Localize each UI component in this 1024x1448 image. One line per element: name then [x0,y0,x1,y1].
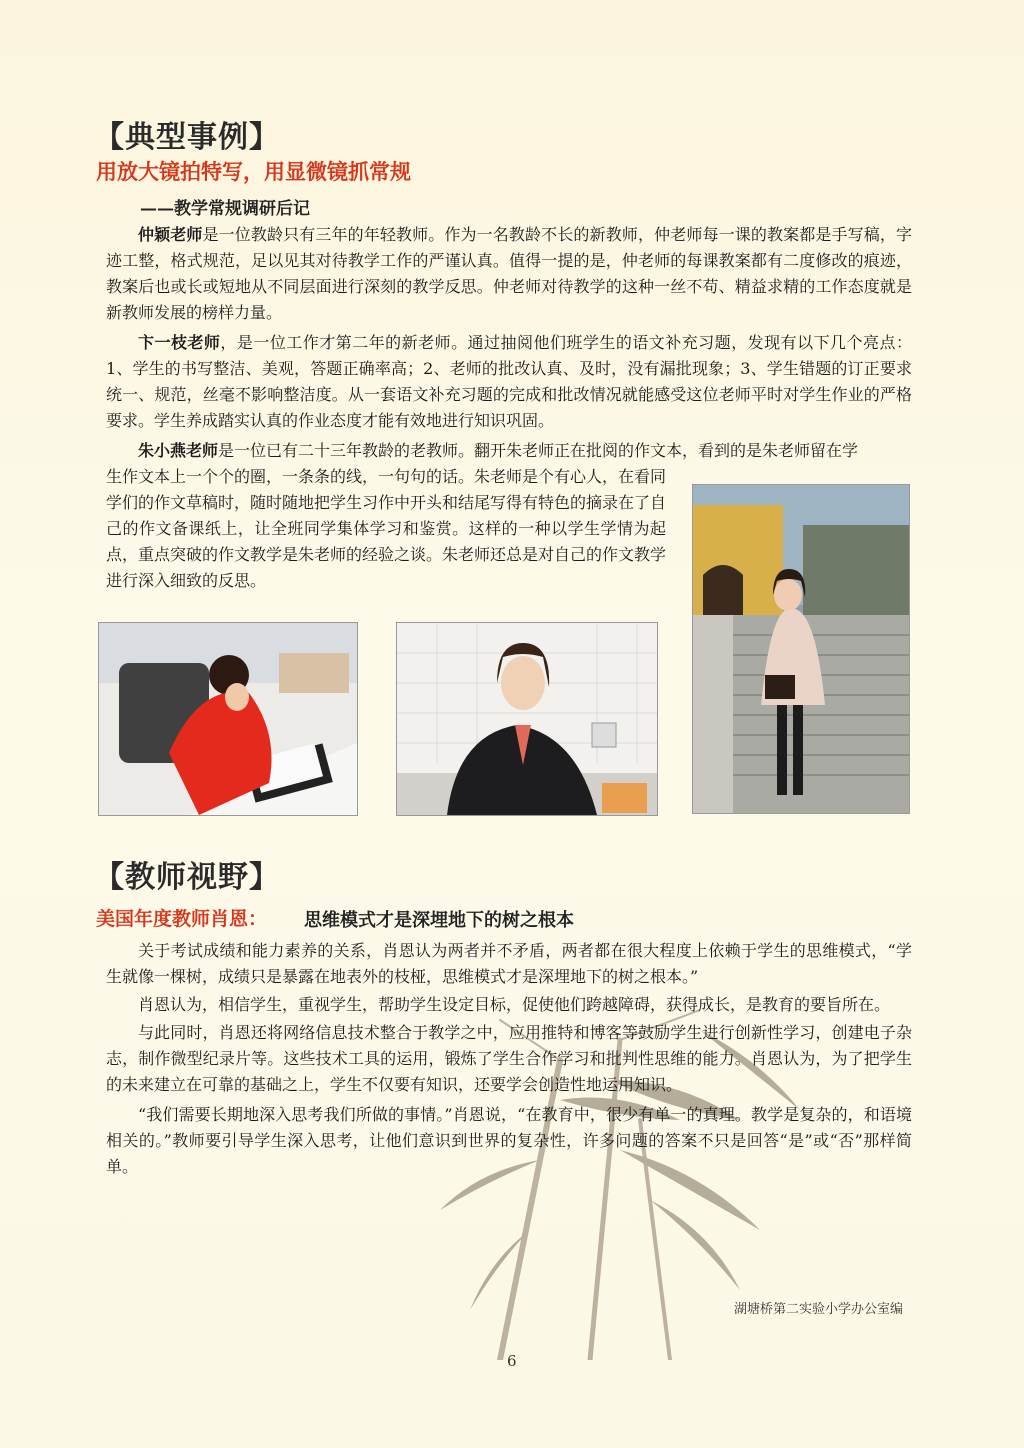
article-headline: 用放大镜拍特写，用显微镜抓常规 [96,160,411,184]
publisher-credit: 湖塘桥第二实验小学办公室编 [734,1302,904,1317]
photo-teacher-black-sweater [396,622,658,816]
paragraph-zhu-text-a: 是一位已有二十三年教龄的老教师。翻开朱老师正在批阅的作文本，看到的是朱老师留在学 [218,441,859,460]
paragraph-zhong-text: 是一位教龄只有三年的年轻教师。作为一名教龄不长的新教师，仲老师每一课的教案都是手写稿，字迹工整，格式规范，足以见其对待教学工作的严谨认真。值得一提的是，仲老师的每课教案都有二度修改的痕迹，教案后也或长或短地从不同层面进行深刻的教学反思。仲老师对待教学的这种一丝不苟、精益求精的工作态度就是新教师发展的榜样力量。 [106,225,912,322]
section-title-teacher-vision: 【教师视野】 [94,860,280,895]
vision-paragraph-2: 肖恩认为，相信学生，重视学生，帮助学生设定目标，促使他们跨越障碍，获得成长，是教育的要旨所在。 [138,995,891,1014]
vision-headline-main: 思维模式才是深埋地下的树之根本 [304,910,574,931]
section-title-typical-cases: 【典型事例】 [94,120,280,155]
paragraph-bian [106,330,912,434]
paragraph-zhu-first-line [106,438,912,464]
paragraph-zhu-continued: 生作文本上一个个的圈，一条条的线，一句句的话。朱老师是个有心人，在看同学们的作文草稿时，随时随地把学生习作中开头和结尾写得有特色的摘录在了自己的作文备课纸上，让全班同学集体学习和鉴赏。这样的一种以学生学情为起点，重点突破的作文教学是朱老师的经验之谈。朱老师还总是对自己的作文教学进行深入细致的反思。 [106,467,667,590]
paragraph-zhong [106,222,912,326]
vision-paragraph-1: 关于考试成绩和能力素养的关系，肖恩认为两者并不矛盾，两者都在很大程度上依赖于学生的思维模式，“学生就像一棵树，成绩只是暴露在地表外的枝桠，思维模式才是深埋地下的树之根本。” [106,941,912,986]
paragraph-bian-text: ，是一位工作才第二年的新老师。通过抽阅他们班学生的语文补充习题，发现有以下几个亮点：1、学生的书写整洁、美观，答题正确率高；2、老师的批改认真、及时，没有漏批现象；3、学生错题的订正要求统一、规范，丝毫不影响整洁度。从一套语文补充习题的完成和批改情况就能感受这位老师平时对学生作业的严格要求。学生养成踏实认真的作业态度才能有效地进行知识巩固。 [106,333,912,430]
vision-paragraph-4: “我们需要长期地深入思考我们所做的事情。”肖恩说，“在教育中，很少有单一的真理。教学是复杂的，和语境相关的。”教师要引导学生深入思考，让他们意识到世界的复杂性，许多问题的答案不只是回答“是”或“否”那样简单。 [106,1105,912,1176]
teacher-name-bian: 卞一枝老师 [138,333,221,352]
article-byline: ——教学常规调研后记 [140,199,310,219]
vision-paragraph-3: 与此同时，肖恩还将网络信息技术整合于教学之中，应用推特和博客等鼓励学生进行创新性学习，创建电子杂志，制作微型纪录片等。这些技术工具的运用，锻炼了学生合作学习和批判性思维的能力。肖恩认为，为了把学生的未来建立在可靠的基础之上，学生不仅要有知识，还要学会创造性地运用知识。 [106,1023,912,1094]
page-number: 6 [507,1352,517,1370]
photo-teacher-red-jacket [98,622,358,816]
vision-headline-red: 美国年度教师肖恩： [96,908,268,930]
teacher-name-zhu: 朱小燕老师 [138,441,219,460]
photo-teacher-on-steps [692,484,910,814]
teacher-name-zhong: 仲颖老师 [138,225,203,244]
